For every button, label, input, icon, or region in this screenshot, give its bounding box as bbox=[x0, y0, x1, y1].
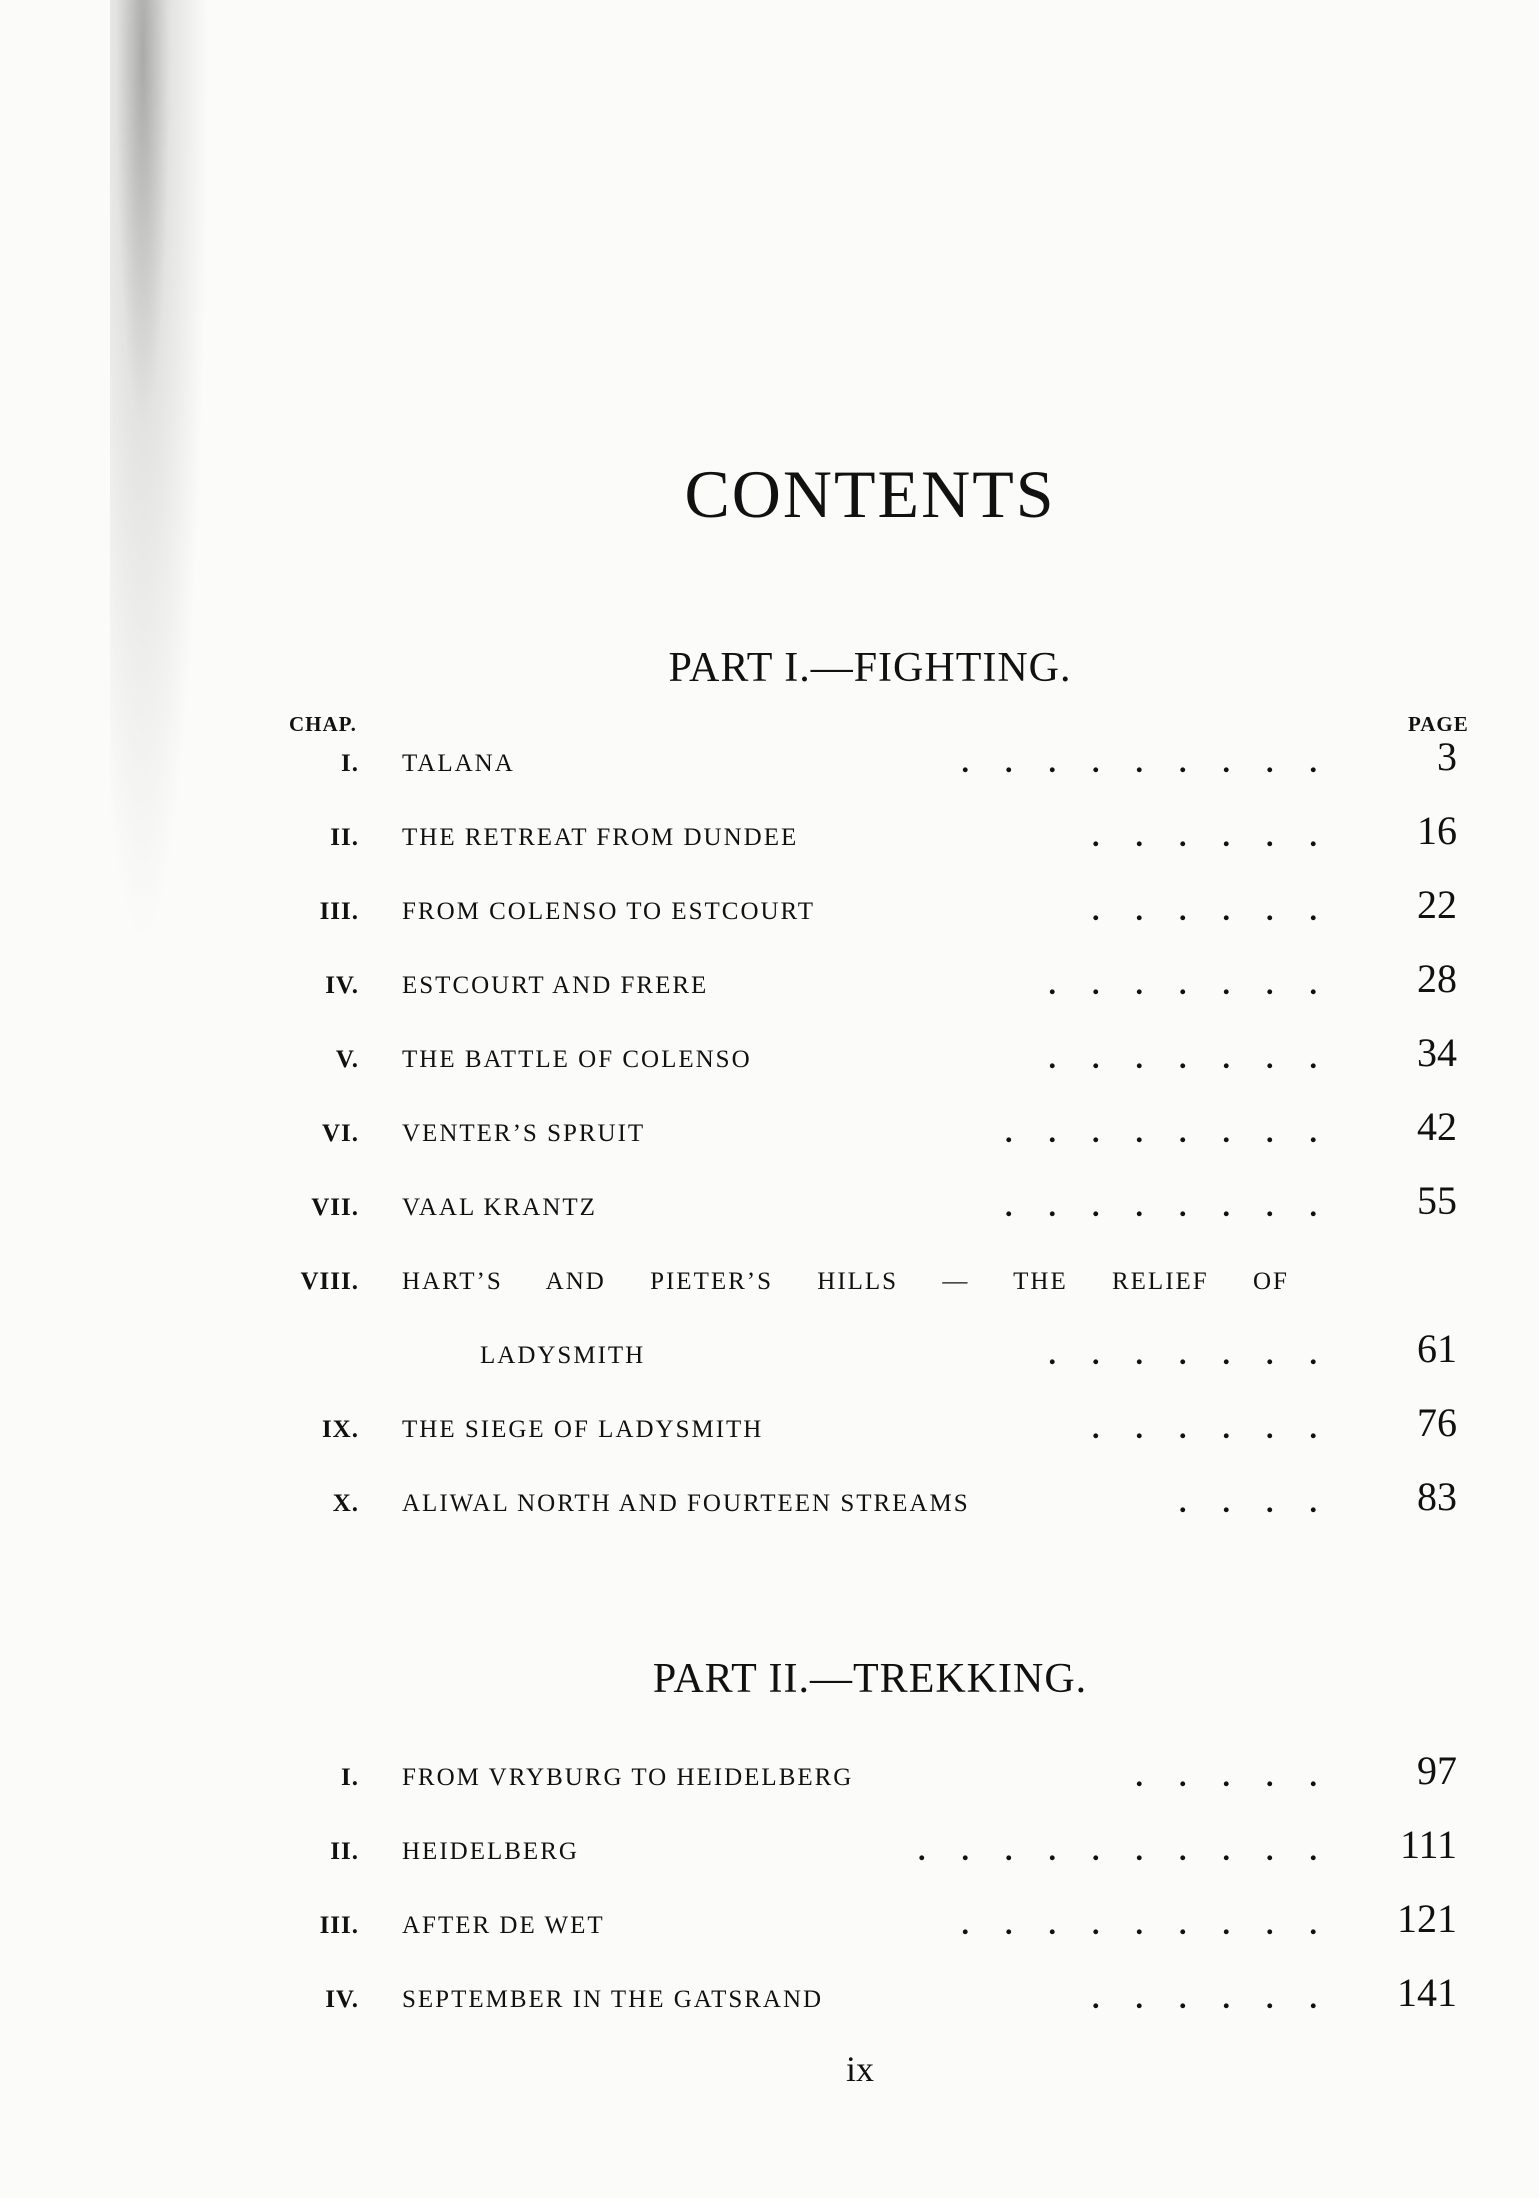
chapter-number: III. bbox=[319, 898, 359, 925]
toc-entry bbox=[0, 810, 1539, 860]
page-number: 16 bbox=[1417, 808, 1457, 853]
chapter-number: II. bbox=[330, 1838, 359, 1865]
chapter-number: IV. bbox=[325, 972, 359, 999]
chapter-number: VIII. bbox=[300, 1268, 359, 1295]
part-1-heading: PART I.—FIGHTING. bbox=[668, 645, 1072, 691]
chapter-title: HART’S AND PIETER’S HILLS — THE RELIEF OF bbox=[402, 1268, 1289, 1295]
chapter-number: I. bbox=[341, 1764, 359, 1791]
chapter-number: IX. bbox=[321, 1416, 359, 1443]
chapter-number: II. bbox=[330, 824, 359, 851]
leader-dots: ..... bbox=[1135, 1760, 1353, 1793]
chapter-title: TALANA bbox=[402, 750, 515, 777]
chapter-title: THE RETREAT FROM DUNDEE bbox=[402, 824, 799, 851]
chapter-title: AFTER DE WET bbox=[402, 1912, 605, 1939]
leader-dots: ...... bbox=[1092, 820, 1353, 853]
chapter-title: SEPTEMBER IN THE GATSRAND bbox=[402, 1986, 824, 2013]
chapter-title-continued: LADYSMITH bbox=[480, 1342, 646, 1369]
toc-entry bbox=[0, 884, 1539, 934]
chapter-number: V. bbox=[335, 1046, 359, 1073]
page-number: 55 bbox=[1417, 1178, 1457, 1223]
chapter-title: THE SIEGE OF LADYSMITH bbox=[402, 1416, 764, 1443]
toc-entry bbox=[0, 1402, 1539, 1452]
page-number: 42 bbox=[1417, 1104, 1457, 1149]
leader-dots: .......... bbox=[918, 1834, 1353, 1867]
toc-entry bbox=[0, 1106, 1539, 1156]
toc-entry bbox=[0, 736, 1539, 786]
chapter-number: VII. bbox=[311, 1194, 359, 1221]
chapter-number: III. bbox=[319, 1912, 359, 1939]
page-number: 3 bbox=[1437, 734, 1457, 779]
page-column-label: PAGE bbox=[1408, 712, 1469, 736]
chapter-title: ESTCOURT AND FRERE bbox=[402, 972, 709, 999]
chapter-title: FROM VRYBURG TO HEIDELBERG bbox=[402, 1764, 854, 1791]
chapter-number: IV. bbox=[325, 1986, 359, 2013]
toc-entry-continuation bbox=[0, 1328, 1539, 1378]
page-number: 111 bbox=[1399, 1822, 1457, 1867]
page-number: 83 bbox=[1417, 1474, 1457, 1519]
chapter-title: VAAL KRANTZ bbox=[402, 1194, 597, 1221]
leader-dots: ....... bbox=[1048, 968, 1353, 1001]
page-number: 76 bbox=[1417, 1400, 1457, 1445]
page-number: 97 bbox=[1417, 1748, 1457, 1793]
leader-dots: ...... bbox=[1092, 894, 1353, 927]
leader-dots: ....... bbox=[1048, 1042, 1353, 1075]
chapter-title: THE BATTLE OF COLENSO bbox=[402, 1046, 752, 1073]
chapter-number: I. bbox=[341, 750, 359, 777]
page-number: 121 bbox=[1397, 1896, 1457, 1941]
page-folio: ix bbox=[845, 2049, 874, 2089]
page-title: CONTENTS bbox=[684, 456, 1056, 532]
toc-entry bbox=[0, 1750, 1539, 1800]
toc-entry bbox=[0, 958, 1539, 1008]
toc-entry bbox=[0, 1254, 1539, 1304]
chapter-title: HEIDELBERG bbox=[402, 1838, 579, 1865]
toc-entry bbox=[0, 1180, 1539, 1230]
page-number: 61 bbox=[1417, 1326, 1457, 1371]
page-number: 22 bbox=[1417, 882, 1457, 927]
chapter-number: VI. bbox=[321, 1120, 359, 1147]
chapter-title: ALIWAL NORTH AND FOURTEEN STREAMS bbox=[402, 1490, 970, 1517]
leader-dots: ......... bbox=[961, 746, 1353, 779]
leader-dots: ......... bbox=[961, 1908, 1353, 1941]
toc-entry bbox=[0, 1476, 1539, 1526]
toc-entry bbox=[0, 1824, 1539, 1874]
leader-dots: ...... bbox=[1092, 1412, 1353, 1445]
chapter-title: VENTER’S SPRUIT bbox=[402, 1120, 646, 1147]
page-number: 34 bbox=[1417, 1030, 1457, 1075]
toc-entry bbox=[0, 1972, 1539, 2022]
toc-entry bbox=[0, 1898, 1539, 1948]
toc-entry bbox=[0, 1032, 1539, 1082]
leader-dots: .... bbox=[1179, 1486, 1353, 1519]
chapter-number: X. bbox=[332, 1490, 359, 1517]
page-number: 28 bbox=[1417, 956, 1457, 1001]
scan-shadow bbox=[110, 0, 220, 1100]
leader-dots: ....... bbox=[1048, 1338, 1353, 1371]
part-2-heading: PART II.—TREKKING. bbox=[652, 1656, 1088, 1702]
leader-dots: ...... bbox=[1092, 1982, 1353, 2015]
chapter-title: FROM COLENSO TO ESTCOURT bbox=[402, 898, 815, 925]
leader-dots: ........ bbox=[1005, 1190, 1353, 1223]
leader-dots: ........ bbox=[1005, 1116, 1353, 1149]
page-number: 141 bbox=[1397, 1970, 1457, 2015]
chap-column-label: CHAP. bbox=[289, 712, 357, 736]
